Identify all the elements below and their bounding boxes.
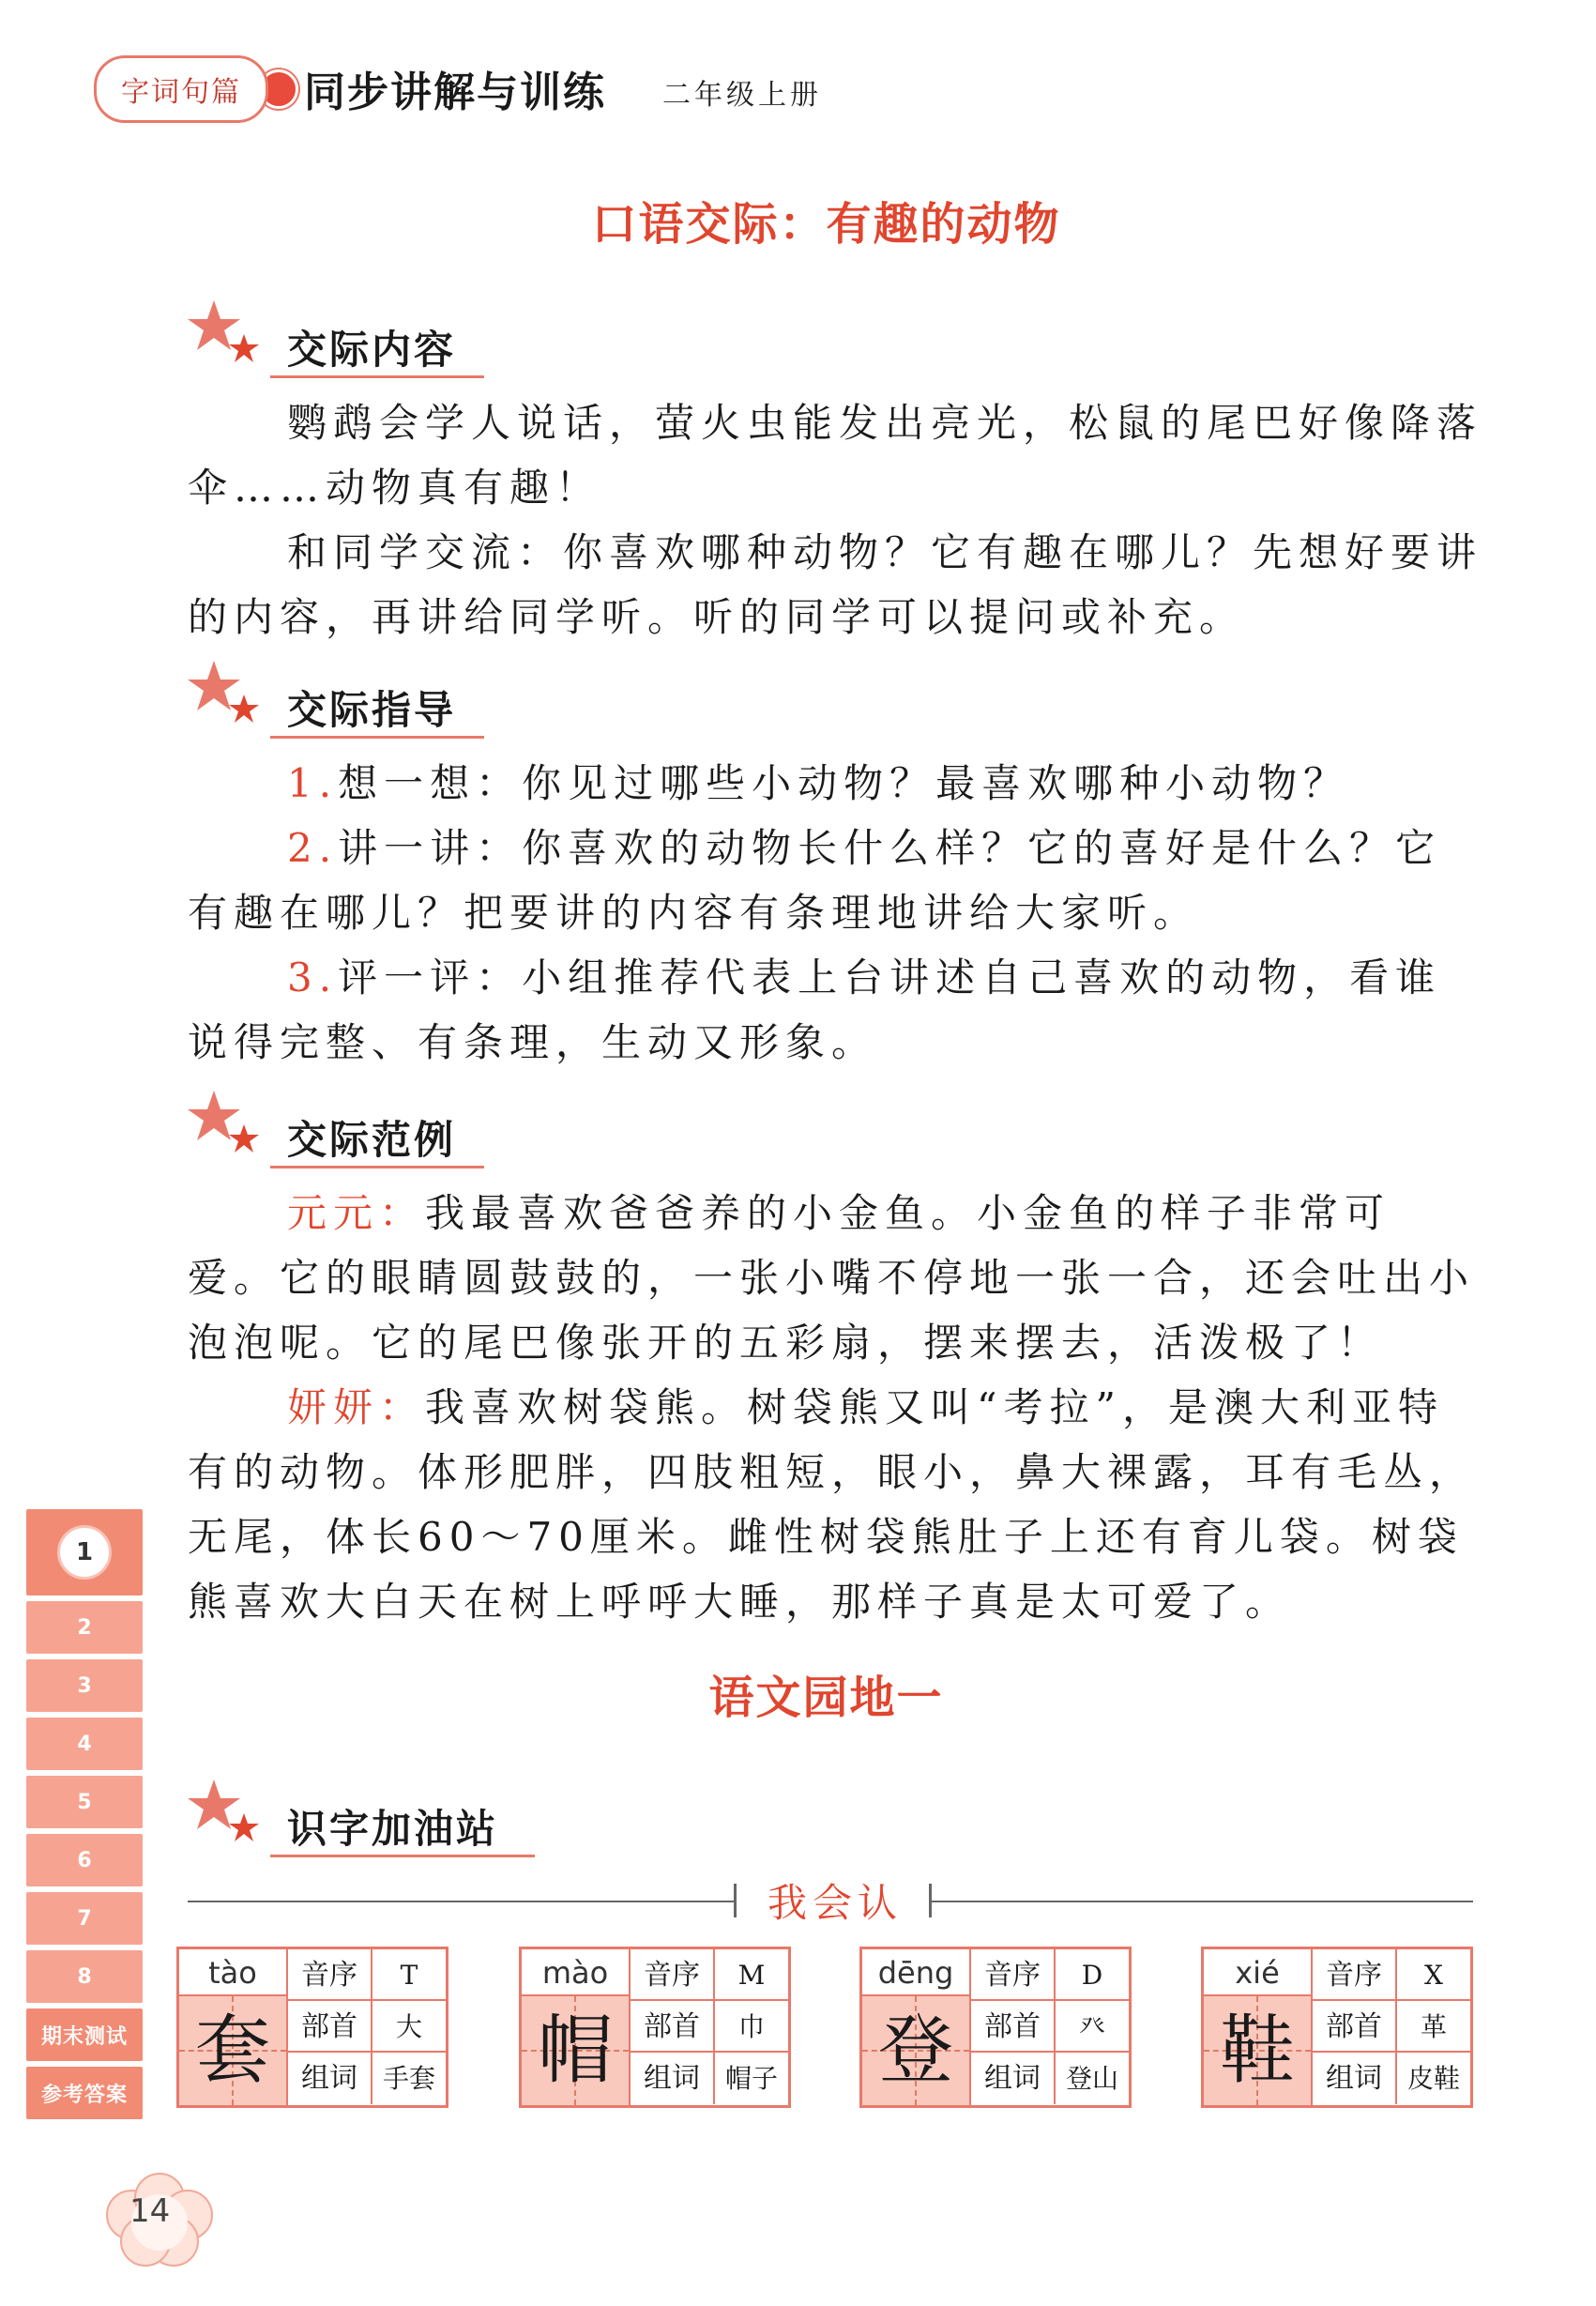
card-order: D	[1081, 1960, 1103, 1991]
card-radical-label: 部首	[631, 2001, 715, 2051]
stars-icon	[176, 298, 270, 374]
stars-icon	[176, 659, 270, 734]
card-radical: 革	[1420, 2011, 1447, 2042]
divider-bar	[734, 1884, 737, 1917]
card-pinyin: mào	[522, 1949, 631, 1996]
grade-label: 二年级上册	[662, 79, 822, 112]
card-word-label: 组词	[288, 2053, 372, 2104]
card-word-label: 组词	[631, 2053, 715, 2104]
card-radical-label: 部首	[288, 2001, 372, 2051]
guide-item-3	[188, 945, 1482, 1075]
card-char-box	[1204, 1996, 1313, 2105]
section-underline	[270, 1855, 535, 1857]
section-underline	[270, 375, 484, 378]
tab-unit-3[interactable]: 3	[26, 1659, 143, 1712]
tab-unit-1[interactable]: 1	[26, 1509, 143, 1596]
card-word: 手套	[382, 2063, 435, 2094]
card-char-box	[179, 1996, 288, 2105]
page-number-badge	[84, 2159, 235, 2271]
card-pinyin: dēng	[862, 1949, 971, 1996]
tab-unit-5[interactable]: 5	[26, 1776, 143, 1828]
page-number: 14	[129, 2192, 171, 2230]
stars-icon	[176, 1089, 270, 1164]
card-order: M	[737, 1960, 766, 1991]
guide-item-text: 想一想：你见过哪些小动物？最喜欢哪种小动物？	[338, 760, 1350, 806]
guide-item-text: 评一评：小组推荐代表上台讲述自己喜欢的动物，看谁说得完整、有条理，生动又形象。	[188, 954, 1442, 1065]
tab-unit-7[interactable]: 7	[26, 1892, 143, 1945]
guide-item-number: 2.	[287, 825, 339, 871]
card-word-label: 组词	[971, 2053, 1056, 2104]
tab-unit-2[interactable]: 2	[26, 1601, 143, 1654]
card-char-box	[862, 1996, 971, 2105]
section2-title: 语文园地一	[708, 1672, 944, 1724]
card-word: 帽子	[724, 2063, 778, 2094]
card-word-label: 组词	[1313, 2053, 1397, 2104]
brand-logo	[94, 56, 298, 122]
content-paragraph-1: 鹦鹉会学人说话，萤火虫能发出亮光，松鼠的尾巴好像降落伞……动物真有趣！	[188, 400, 1483, 511]
card-order-label: 音序	[1313, 1949, 1397, 1999]
section-label: 交际内容	[287, 327, 457, 373]
card-word: 皮鞋	[1406, 2063, 1460, 2094]
tab-unit-6[interactable]: 6	[26, 1834, 143, 1886]
guide-item-1	[188, 751, 1482, 816]
card-radical-label: 部首	[971, 2001, 1056, 2051]
section-label: 交际范例	[287, 1117, 457, 1163]
speaker-name: 元元：	[287, 1190, 426, 1236]
card-radical: 巾	[737, 2011, 765, 2042]
guide-item-text: 讲一讲：你喜欢的动物长什么样？它的喜好是什么？它有趣在哪儿？把要讲的内容有条理地讲给大家听。	[188, 825, 1442, 936]
speaker-name: 妍妍：	[287, 1384, 426, 1430]
card-order-label: 音序	[971, 1949, 1056, 1999]
card-character: 帽	[538, 2007, 613, 2094]
divider-we-recognize	[188, 1872, 1473, 1929]
divider-line-right	[932, 1901, 1473, 1902]
char-card	[859, 1947, 1132, 2108]
stars-icon	[176, 1778, 270, 1853]
card-order-label: 音序	[288, 1949, 372, 1999]
card-word: 登山	[1065, 2063, 1118, 2094]
card-pinyin: xié	[1204, 1949, 1313, 1996]
example-text: 我最喜欢爸爸养的小金鱼。小金鱼的样子非常可爱。它的眼睛圆鼓鼓的，一张小嘴不停地一张一合，还会吐出小泡泡呢。它的尾巴像张开的五彩扇，摆来摆去，活泼极了！	[188, 1190, 1476, 1366]
divider-line-left	[188, 1901, 734, 1902]
tab-unit-4[interactable]: 4	[26, 1718, 143, 1770]
example-paragraph-1	[188, 1181, 1482, 1375]
tab-final-test[interactable]: 期末测试	[26, 2008, 143, 2061]
divider-label: 我会认	[767, 1880, 903, 1926]
card-pinyin: tào	[179, 1949, 288, 1996]
guide-item-number: 1.	[287, 760, 339, 806]
card-character: 登	[878, 2007, 953, 2094]
guide-item-2	[188, 816, 1482, 945]
card-order: T	[400, 1960, 418, 1991]
content-paragraph-2: 和同学交流：你喜欢哪种动物？它有趣在哪儿？先想好要讲的内容，再讲给同学听。听的同学可以提问或补充。	[188, 529, 1483, 640]
section-label: 识字加油站	[287, 1806, 499, 1852]
book-title: 同步讲解与训练	[304, 69, 606, 116]
brand-badge: 字词句篇	[94, 55, 268, 123]
card-order-label: 音序	[631, 1949, 715, 1999]
page-title: 口语交际：有趣的动物	[591, 198, 1061, 251]
tab-answers[interactable]: 参考答案	[26, 2067, 143, 2119]
card-character: 鞋	[1220, 2007, 1295, 2094]
card-character: 套	[195, 2007, 270, 2094]
card-radical-label: 部首	[1313, 2001, 1397, 2051]
section-underline	[270, 736, 484, 739]
guide-item-number: 3.	[287, 954, 339, 1000]
example-paragraph-2	[188, 1375, 1482, 1634]
card-radical: 大	[395, 2011, 422, 2042]
tab-unit-8[interactable]: 8	[26, 1950, 143, 2003]
section-underline	[270, 1166, 484, 1168]
char-card	[1201, 1947, 1473, 2108]
char-card	[176, 1947, 448, 2108]
card-order: X	[1424, 1960, 1443, 1991]
chapter-tabs	[26, 1509, 143, 2125]
section-label: 交际指导	[287, 687, 457, 733]
char-card	[519, 1947, 791, 2108]
card-radical: 癶	[1078, 2011, 1105, 2042]
card-char-box	[522, 1996, 631, 2105]
example-text: 我喜欢树袋熊。树袋熊又叫“考拉”，是澳大利亚特有的动物。体形肥胖，四肢粗短，眼小，鼻大裸露，耳有毛丛，无尾，体长60～70厘米。雌性树袋熊肚子上还有育儿袋。树袋熊喜欢大白天在树上呼呼大睡，那样子真是太可爱了。	[188, 1384, 1476, 1625]
